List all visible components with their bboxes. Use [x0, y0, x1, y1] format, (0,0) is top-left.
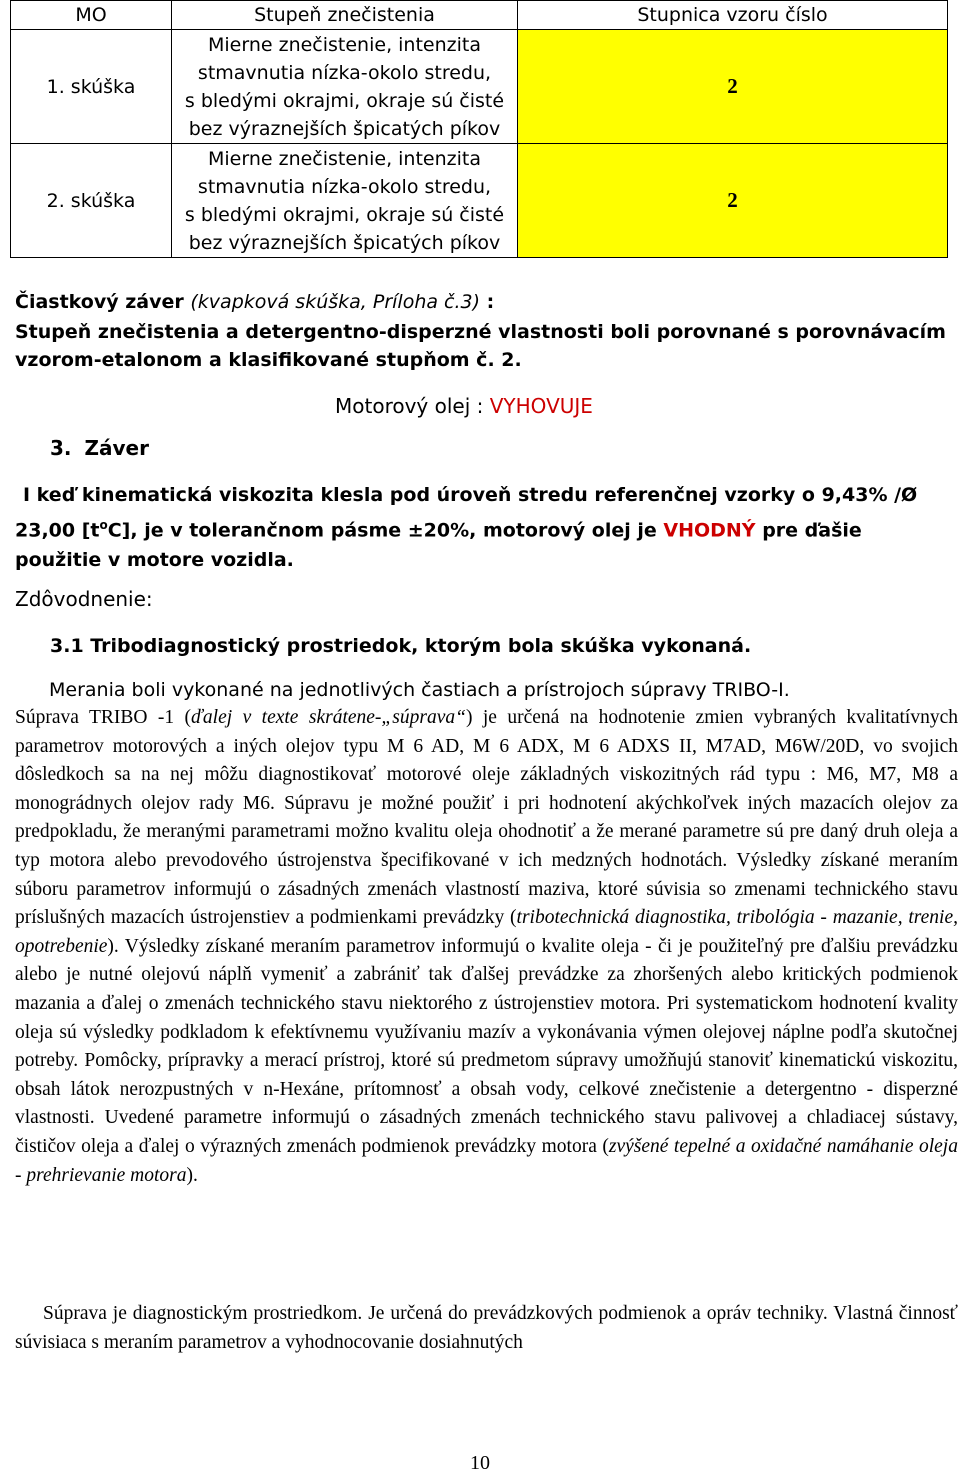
- section-heading: [50, 434, 149, 462]
- table-row: [11, 144, 948, 258]
- contamination-description: Mierne znečistenie, intenzita stmavnutia nízka-okolo stredu, s bledými okrajmi, okraje sú čisté bez výraznejších špicatých píkov: [172, 144, 518, 258]
- body-paragraph-2: Súprava je diagnostickým prostriedkom. Je určená do prevádzkových podmienok a opráv techniky. Vlastná činnosť súvisiaca s meraním parametrov a vyhodnocovanie dosiahnutých: [15, 1303, 958, 1353]
- subsection-heading: 3.1 Tribodiagnostický prostriedok, ktorým bola skúška vykonaná.: [50, 635, 752, 657]
- verdict: [335, 392, 593, 420]
- body-intro: Merania boli vykonané na jednotlivých častiach a prístrojoch súpravy TRIBO-I.: [49, 679, 790, 701]
- body-paragraph-1: Súprava TRIBO -1 (ďalej v texte skrátene-„súprava“) je určená na hodnotenie zmien vybraných kvalitatívnych parametrov motorových a iných olejov typu M 6 AD, M 6 ADX, M 6 ADXS II, M7AD, M6W/20D, vo svojich dôsledkoch sa na nej môžu diagnostikovať motorové oleje základných viskozitných rád typu : M6, M7, M8 a monográdnych olejov rady M6. Súpravu je možné použiť i pri hodnotení akýchkoľvek iných mazacích olejov za predpokladu, že meranými parametrami možno kvalitu oleja ohodnotiť a že merané parametre sú pre daný druh oleja a typ motora alebo prevodového ústrojenstva špecifikované v ich medzných hodnotách. Výsledky získané meraním súboru parametrov informujú o zásadných zmenách vlastností maziva, ktoré súvisia so zmenami technického stavu príslušných mazacích ústrojenstiev a podmienkami prevádzky (tribotechnická diagnostika, tribológia - mazanie, trenie, opotrebenie). Výsledky získané meraním parametrov informujú o kvalite oleja - či je použiteľný pre ďalšiu prevádzku alebo je nutné olejovú náplň vymeniť a zabrániť tak ďalšej prevádzke za zhoršených alebo kritických podmienok mazania a ďalej o zmenách technického stavu niektorého z ústrojenstiev motora. Pri systematickom hodnotení kvality oleja sú výsledky podkladom k efektívnemu využívaniu mazív a vykonávania výmen olejovej náplne podľa skutočnej potreby. Pomôcky, prípravky a merací prístroj, ktoré sú predmetom súpravy umožňujú stanoviť kinematickú viskozitu, obsah látok nerozpustných v n-Hexáne, prítomnosť a obsah vody, celkové znečistenie a detergentno - disperzné vlastnosti. Uvedené parametre informujú o zásadných zmenách technického stavu palivovej a chladiacej sústavy, čističov oleja a ďalej o výrazných zmenách podmienok prevádzky motora (zvýšené tepelné a oxidačné namáhanie oleja - prehrievanie motora).: [15, 707, 959, 1186]
- verdict-value: VYHOVUJE: [489, 394, 593, 418]
- conclusion-text: I keď kinematická viskozita klesla pod úroveň stredu referenčnej vzorky o 9,43% /Ø 23,00 $[t^oC]$, je v tolerančnom pásme ±20%, motorový olej je VHODNÝ pre ďašie použitie v motore vozidla.: [15, 484, 918, 572]
- partial-conclusion-text-2: vzorom-etalonom a klasifikované stupňom č. 2.: [15, 349, 522, 371]
- section-number: 3.: [50, 436, 72, 460]
- partial-conclusion-text-1: Stupeň znečistenia a detergentno-disperzné vlastnosti boli porovnané s porovnávacím: [15, 321, 946, 343]
- test-label: 1. skúška: [11, 30, 172, 144]
- header-contamination: Stupeň znečistenia: [172, 1, 518, 30]
- contamination-description: Mierne znečistenie, intenzita stmavnutia nízka-okolo stredu, s bledými okrajmi, okraje sú čisté bez výraznejších špicatých píkov: [172, 30, 518, 144]
- header-scale: Stupnica vzoru číslo: [518, 1, 948, 30]
- test-label: 2. skúška: [11, 144, 172, 258]
- partial-conclusion: Čiastkový záver (kvapková skúška, Príloha č.3) :: [15, 291, 495, 313]
- table-row: [11, 30, 948, 144]
- partial-conclusion-ref: (kvapková skúška, Príloha č.3): [190, 291, 481, 313]
- partial-conclusion-label: Čiastkový záver: [15, 291, 184, 313]
- header-mo: MO: [11, 1, 172, 30]
- page-number: 10: [470, 1452, 490, 1474]
- scale-value: 2: [518, 144, 948, 258]
- verdict-label: Motorový olej :: [335, 394, 490, 418]
- contamination-table: [10, 0, 948, 258]
- scale-value: 2: [518, 30, 948, 144]
- section-title: Záver: [84, 436, 149, 460]
- justification-heading: Zdôvodnenie:: [15, 587, 153, 611]
- suitability-value: VHODNÝ: [663, 519, 756, 542]
